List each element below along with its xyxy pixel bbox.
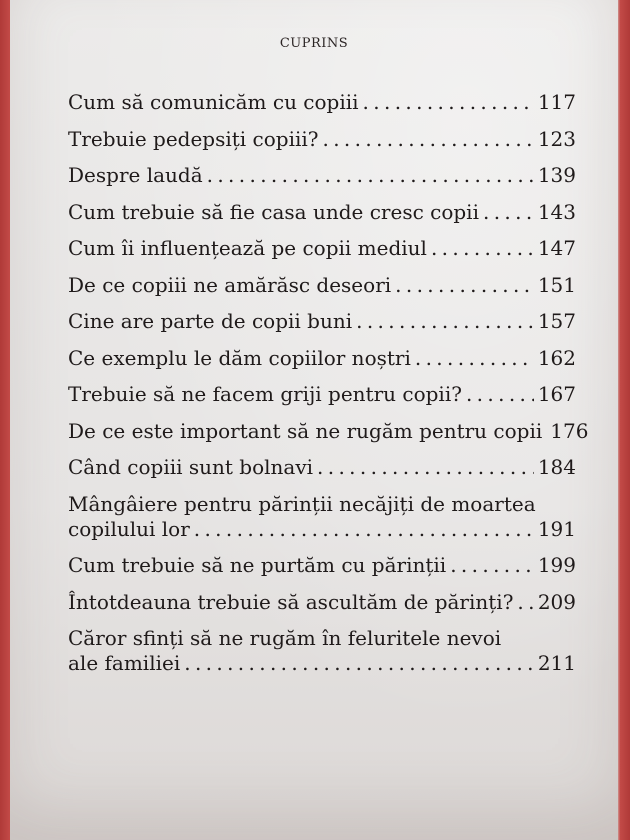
toc-entry-title: Întotdeauna trebuie să ascultăm de părinți? xyxy=(68,589,514,614)
toc-entry xyxy=(68,90,576,115)
toc-entry-page: 151 xyxy=(537,272,576,297)
toc-entry xyxy=(68,236,576,261)
toc-entry-title: Cum să comunicăm cu copiii xyxy=(68,90,359,114)
toc-entry-page: 117 xyxy=(537,90,576,114)
toc-entry-title-line1: Căror sfinți să ne rugăm în feluritele nevoi xyxy=(68,626,502,650)
toc-entry-page: 176 xyxy=(550,418,589,443)
toc-entry-page: 167 xyxy=(537,382,576,406)
toc-entry-title: Cum îi influențează pe copii mediul xyxy=(68,236,427,260)
toc-entry-page: 139 xyxy=(537,163,576,187)
toc-entry-second-row xyxy=(68,651,576,676)
toc-entry-title-line2: ale familiei xyxy=(68,651,181,675)
toc-entry-title: Trebuie să ne facem griji pentru copii? xyxy=(68,382,462,406)
toc-entry-title-line2: copilului lor xyxy=(68,516,190,541)
toc-entry-page: 157 xyxy=(537,309,576,333)
toc-entry xyxy=(68,455,576,480)
toc-entry-title: Ce exemplu le dăm copiilor noștri xyxy=(68,345,411,370)
toc-entry xyxy=(68,418,589,444)
toc-entry xyxy=(68,309,576,334)
toc-entry-second-row xyxy=(68,517,576,542)
toc-entry-page: 211 xyxy=(537,651,576,675)
toc-entry xyxy=(68,163,576,188)
toc-entry xyxy=(68,200,576,225)
toc-entry-title: Trebuie pedepsiți copiii? xyxy=(68,126,319,151)
dot-leader xyxy=(207,163,534,188)
dot-leader xyxy=(517,590,533,615)
dot-leader xyxy=(317,455,534,480)
toc-entry-title: Când copiii sunt bolnavi xyxy=(68,455,314,479)
dot-leader xyxy=(194,517,534,542)
book-page xyxy=(10,0,618,840)
page-title: CUPRINS xyxy=(279,36,349,51)
toc-entry-page: 162 xyxy=(537,345,576,370)
dot-leader xyxy=(323,127,534,152)
toc-entry-page: 143 xyxy=(537,199,576,224)
toc-entry-title-line1: Mângâiere pentru părinții necăjiți de moartea xyxy=(68,491,536,516)
toc-entry-page: 184 xyxy=(537,455,576,479)
dot-leader xyxy=(466,382,534,407)
toc-entry-title: Cum trebuie să ne purtăm cu părinții xyxy=(68,553,447,577)
toc-entry xyxy=(68,590,576,615)
toc-entry-title: Cine are parte de copii buni xyxy=(68,309,353,333)
toc-entry xyxy=(68,273,576,298)
toc-entry-title: Cum trebuie să fie casa unde cresc copii xyxy=(68,199,479,224)
toc-entry-page: 123 xyxy=(537,126,576,151)
dot-leader xyxy=(450,553,534,578)
dot-leader xyxy=(356,309,534,334)
toc-entry-title: De ce este important să ne rugăm pentru copii xyxy=(68,418,543,443)
toc-entry-title: De ce copiii ne amărăsc deseori xyxy=(68,272,392,297)
toc-entry xyxy=(68,492,576,542)
toc-entry xyxy=(68,346,576,371)
toc-entry xyxy=(68,382,576,407)
book-edge-right xyxy=(616,0,630,840)
dot-leader xyxy=(483,200,534,225)
toc-entry-page: 191 xyxy=(537,516,576,541)
toc-entry xyxy=(68,127,576,152)
dot-leader xyxy=(395,273,534,298)
toc-entry-page: 209 xyxy=(537,589,576,614)
dot-leader xyxy=(184,651,534,676)
toc-entry-page: 147 xyxy=(537,236,576,260)
dot-leader xyxy=(431,236,534,261)
toc-entry xyxy=(68,553,576,578)
dot-leader xyxy=(415,346,534,371)
dot-leader xyxy=(363,90,534,115)
table-of-contents xyxy=(68,90,589,688)
toc-entry-page: 199 xyxy=(537,553,576,577)
toc-entry xyxy=(68,626,576,676)
toc-entry-title: Despre laudă xyxy=(68,163,203,187)
